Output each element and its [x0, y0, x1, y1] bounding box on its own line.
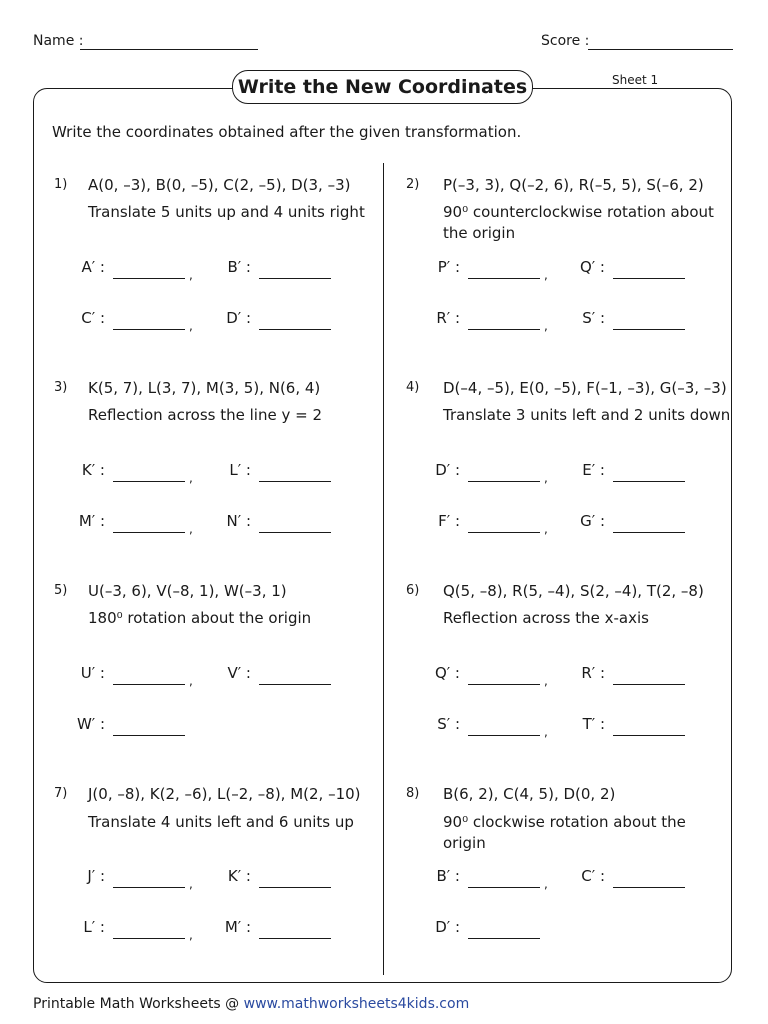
problem-points: P(–3, 3), Q(–2, 6), R(–5, 5), S(–6, 2) [443, 176, 704, 194]
answer-label: B′ : [227, 258, 251, 276]
column-divider [383, 163, 384, 975]
answer-blank[interactable] [468, 938, 540, 939]
answer-comma: , [544, 522, 548, 536]
sheet-label: Sheet 1 [612, 73, 659, 87]
answer-label: V′ : [227, 664, 251, 682]
answer-label: Q′ : [579, 258, 605, 276]
answer-comma: , [544, 877, 548, 891]
problem-points: Q(5, –8), R(5, –4), S(2, –4), T(2, –8) [443, 582, 704, 600]
answer-label: R′ : [436, 309, 460, 327]
answer-label: G′ : [580, 512, 605, 530]
answer-comma: , [544, 725, 548, 739]
answer-blank[interactable] [613, 481, 685, 482]
answer-blank[interactable] [113, 329, 185, 330]
problem-points: U(–3, 6), V(–8, 1), W(–3, 1) [88, 582, 287, 600]
answer-label: T′ : [582, 715, 605, 733]
answer-blank[interactable] [113, 938, 185, 939]
answer-blank[interactable] [259, 684, 331, 685]
answer-label: B′ : [436, 867, 460, 885]
answer-label: Q′ : [434, 664, 460, 682]
footer-link[interactable]: www.mathworksheets4kids.com [243, 996, 470, 1012]
answer-blank[interactable] [259, 278, 331, 279]
problem-number: 2) [406, 177, 420, 192]
answer-label: J′ : [87, 867, 105, 885]
score-label: Score : [541, 33, 590, 49]
answer-comma: , [544, 471, 548, 485]
answer-blank[interactable] [468, 532, 540, 533]
answer-blank[interactable] [259, 481, 331, 482]
problem-points: K(5, 7), L(3, 7), M(3, 5), N(6, 4) [88, 379, 321, 397]
answer-blank[interactable] [113, 735, 185, 736]
problem-points: B(6, 2), C(4, 5), D(0, 2) [443, 785, 616, 803]
answer-label: R′ : [581, 664, 605, 682]
problem-transformation-cont: the origin [443, 224, 516, 242]
answer-label: D′ : [435, 461, 460, 479]
problem-transformation: Reflection across the x-axis [443, 609, 649, 627]
problem-number: 4) [406, 380, 420, 395]
answer-blank[interactable] [613, 887, 685, 888]
answer-blank[interactable] [613, 735, 685, 736]
problem-transformation: Reflection across the line y = 2 [88, 406, 323, 424]
answer-blank[interactable] [468, 735, 540, 736]
name-field[interactable] [80, 49, 258, 50]
answer-label: K′ : [227, 867, 251, 885]
answer-comma: , [544, 319, 548, 333]
worksheet-title [232, 70, 533, 104]
answer-blank[interactable] [259, 329, 331, 330]
answer-label: F′ : [438, 512, 460, 530]
answer-label: N′ : [226, 512, 251, 530]
answer-label: S′ : [437, 715, 460, 733]
problem-number: 1) [54, 177, 68, 192]
instructions: Write the coordinates obtained after the given transformation. [52, 123, 522, 141]
worksheet-title-text: Write the New Coordinates [237, 76, 528, 98]
answer-blank[interactable] [613, 532, 685, 533]
answer-label: W′ : [76, 715, 105, 733]
answer-blank[interactable] [259, 938, 331, 939]
answer-comma: , [544, 674, 548, 688]
answer-comma: , [189, 319, 193, 333]
answer-comma: , [189, 877, 193, 891]
answer-blank[interactable] [113, 887, 185, 888]
answer-blank[interactable] [113, 481, 185, 482]
answer-blank[interactable] [259, 532, 331, 533]
problem-number: 3) [54, 380, 68, 395]
answer-label: L′ : [83, 918, 105, 936]
name-label: Name : [33, 33, 84, 49]
answer-blank[interactable] [468, 481, 540, 482]
answer-label: M′ : [78, 512, 105, 530]
problem-transformation-cont: origin [443, 834, 486, 852]
answer-blank[interactable] [613, 278, 685, 279]
answer-blank[interactable] [113, 684, 185, 685]
footer [33, 996, 469, 1012]
answer-blank[interactable] [259, 887, 331, 888]
answer-blank[interactable] [613, 684, 685, 685]
problem-transformation: 90⁰ counterclockwise rotation about [443, 203, 714, 221]
answer-blank[interactable] [113, 278, 185, 279]
answer-comma: , [189, 674, 193, 688]
score-field[interactable] [588, 49, 733, 50]
answer-label: P′ : [437, 258, 460, 276]
answer-blank[interactable] [113, 532, 185, 533]
answer-label: M′ : [224, 918, 251, 936]
answer-blank[interactable] [468, 887, 540, 888]
answer-comma: , [189, 268, 193, 282]
answer-comma: , [544, 268, 548, 282]
answer-label: C′ : [581, 867, 605, 885]
problem-number: 7) [54, 786, 68, 801]
problem-points: A(0, –3), B(0, –5), C(2, –5), D(3, –3) [88, 176, 351, 194]
problem-transformation: Translate 3 units left and 2 units down [443, 406, 731, 424]
footer-prefix: Printable Math Worksheets @ [33, 996, 244, 1012]
answer-label: D′ : [435, 918, 460, 936]
answer-label: U′ : [80, 664, 105, 682]
answer-comma: , [189, 471, 193, 485]
answer-label: E′ : [582, 461, 605, 479]
problem-number: 6) [406, 583, 420, 598]
answer-comma: , [189, 928, 193, 942]
answer-blank[interactable] [468, 684, 540, 685]
problem-transformation: Translate 5 units up and 4 units right [88, 203, 365, 221]
answer-comma: , [189, 522, 193, 536]
answer-label: C′ : [81, 309, 105, 327]
problem-transformation: 90⁰ clockwise rotation about the [443, 813, 686, 831]
answer-blank[interactable] [468, 329, 540, 330]
answer-blank[interactable] [468, 278, 540, 279]
problem-transformation: 180⁰ rotation about the origin [88, 609, 312, 627]
answer-label: L′ : [229, 461, 251, 479]
answer-label: A′ : [81, 258, 105, 276]
problem-points: J(0, –8), K(2, –6), L(–2, –8), M(2, –10) [88, 785, 361, 803]
problem-number: 5) [54, 583, 68, 598]
problem-transformation: Translate 4 units left and 6 units up [88, 813, 354, 831]
problem-number: 8) [406, 786, 420, 801]
answer-blank[interactable] [613, 329, 685, 330]
answer-label: D′ : [226, 309, 251, 327]
problem-points: D(–4, –5), E(0, –5), F(–1, –3), G(–3, –3) [443, 379, 727, 397]
answer-label: S′ : [582, 309, 605, 327]
answer-label: K′ : [81, 461, 105, 479]
